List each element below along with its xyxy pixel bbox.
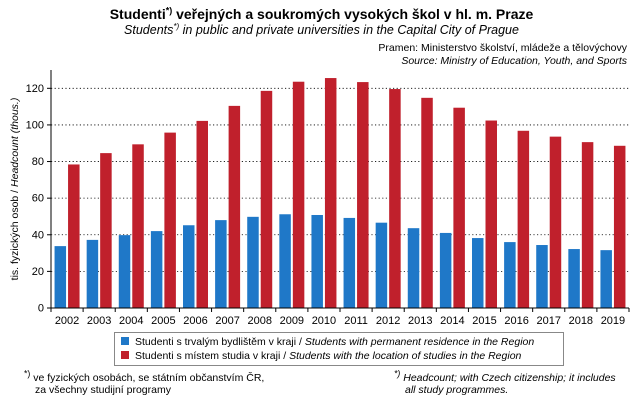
x-tick-label-2018: 2018 [568, 315, 594, 327]
y-axis-label-en: Headcount (thous.) [9, 97, 21, 187]
bar-permanent-residence-2019 [600, 250, 612, 308]
title-rest: veřejných a soukromých vysokých škol v hl. m. Praze [172, 6, 534, 22]
y-tick-label-0: 0 [37, 302, 44, 315]
bar-location-of-studies-2010 [325, 78, 337, 308]
bar-location-of-studies-2011 [357, 82, 369, 308]
bar-permanent-residence-2011 [344, 218, 356, 308]
x-tick-label-2011: 2011 [344, 315, 368, 327]
legend-swatch-blue [121, 337, 129, 345]
legend-item1-cz: Studenti s trvalým bydlištěm v kraji / [135, 336, 305, 348]
footnote-en [394, 368, 616, 396]
bar-permanent-residence-2007 [215, 220, 227, 308]
legend-item1-en: Students with permanent residence in the Region [304, 336, 535, 348]
footnote-en-mark: *) [394, 368, 401, 379]
x-tick-label-2002: 2002 [54, 315, 80, 327]
legend-item2-cz: Studenti s místem studia v kraji / [135, 350, 290, 362]
bar-location-of-studies-2006 [197, 121, 209, 308]
title-footnote-mark: *) [165, 5, 173, 16]
bar-location-of-studies-2018 [582, 142, 594, 308]
bar-permanent-residence-2002 [55, 246, 67, 308]
bar-permanent-residence-2015 [472, 238, 484, 308]
x-tick-label-2005: 2005 [151, 315, 176, 327]
subtitle-footnote-mark: *) [173, 21, 180, 31]
source-en: Source: Ministry of Education, Youth, and Sports [401, 55, 627, 67]
bar-permanent-residence-2016 [504, 242, 515, 308]
x-tick-label-2016: 2016 [504, 315, 529, 327]
bar-permanent-residence-2008 [247, 217, 259, 308]
legend-item-permanent-residence [121, 336, 534, 348]
bar-permanent-residence-2009 [279, 214, 291, 308]
title-main: Studenti [109, 6, 166, 22]
y-tick-label-80: 80 [31, 156, 44, 169]
bar-location-of-studies-2014 [453, 108, 465, 308]
bar-permanent-residence-2003 [87, 240, 99, 308]
x-tick-label-2009: 2009 [279, 315, 305, 327]
bar-location-of-studies-2017 [550, 137, 562, 308]
x-tick-label-2015: 2015 [472, 315, 497, 327]
x-tick-label-2010: 2010 [311, 315, 337, 327]
bar-permanent-residence-2010 [311, 215, 323, 308]
footnote-cz-line2: za všechny studijní programy [35, 384, 171, 396]
bar-location-of-studies-2007 [229, 106, 241, 308]
x-tick-label-2004: 2004 [119, 315, 144, 327]
bar-location-of-studies-2012 [389, 89, 401, 308]
footnote-cz [24, 368, 265, 396]
bar-permanent-residence-2017 [536, 245, 548, 308]
bar-permanent-residence-2012 [376, 223, 388, 308]
bar-location-of-studies-2008 [261, 91, 273, 308]
bar-location-of-studies-2002 [68, 164, 80, 308]
footnote-en-line2: all study programmes. [405, 384, 509, 396]
bar-permanent-residence-2006 [183, 225, 195, 308]
bar-location-of-studies-2003 [100, 153, 112, 308]
legend [114, 332, 564, 366]
y-tick-label-40: 40 [31, 229, 44, 242]
footnote-cz-mark: *) [24, 368, 31, 379]
bar-permanent-residence-2013 [408, 228, 420, 308]
y-tick-label-120: 120 [25, 82, 44, 95]
subtitle-rest: in public and private universities in the Capital City of Prague [179, 23, 519, 37]
x-tick-label-2003: 2003 [86, 315, 112, 327]
y-tick-label-20: 20 [31, 265, 44, 278]
x-tick-label-2006: 2006 [183, 315, 208, 327]
x-tick-label-2019: 2019 [600, 315, 626, 327]
x-tick-label-2013: 2013 [408, 315, 433, 327]
bar-location-of-studies-2013 [421, 98, 433, 308]
x-tick-label-2012: 2012 [375, 315, 401, 327]
x-tick-label-2014: 2014 [440, 315, 465, 327]
bar-permanent-residence-2014 [440, 233, 452, 308]
source-cz: Pramen: Ministerstvo školství, mládeže a tělovýchovy [378, 42, 627, 54]
bar-location-of-studies-2015 [486, 121, 498, 308]
footnote-en-line1: Headcount; with Czech citizenship; it includes [400, 372, 616, 384]
bar-location-of-studies-2005 [164, 133, 176, 308]
y-tick-label-60: 60 [31, 192, 44, 205]
x-tick-label-2007: 2007 [215, 315, 240, 327]
subtitle-main: Students [124, 23, 174, 37]
bar-location-of-studies-2009 [293, 82, 305, 308]
y-axis-label-cz: tis. fyzických osob / [9, 186, 21, 281]
bar-location-of-studies-2019 [614, 146, 626, 308]
bar-permanent-residence-2005 [151, 231, 163, 308]
x-tick-label-2008: 2008 [247, 315, 272, 327]
y-axis-label [9, 98, 21, 281]
bar-permanent-residence-2004 [119, 235, 130, 308]
footnote-cz-line1: ve fyzických osobách, se státním občanstvím ČR, [30, 372, 265, 384]
bar-location-of-studies-2004 [132, 144, 144, 308]
legend-swatch-red [121, 351, 129, 359]
legend-item2-en: Students with the location of studies in the Region [289, 350, 522, 362]
y-tick-label-100: 100 [25, 119, 44, 132]
x-tick-label-2017: 2017 [536, 315, 561, 327]
bar-permanent-residence-2018 [568, 249, 580, 308]
bar-location-of-studies-2016 [518, 131, 530, 308]
legend-item-location-of-studies [121, 350, 521, 362]
